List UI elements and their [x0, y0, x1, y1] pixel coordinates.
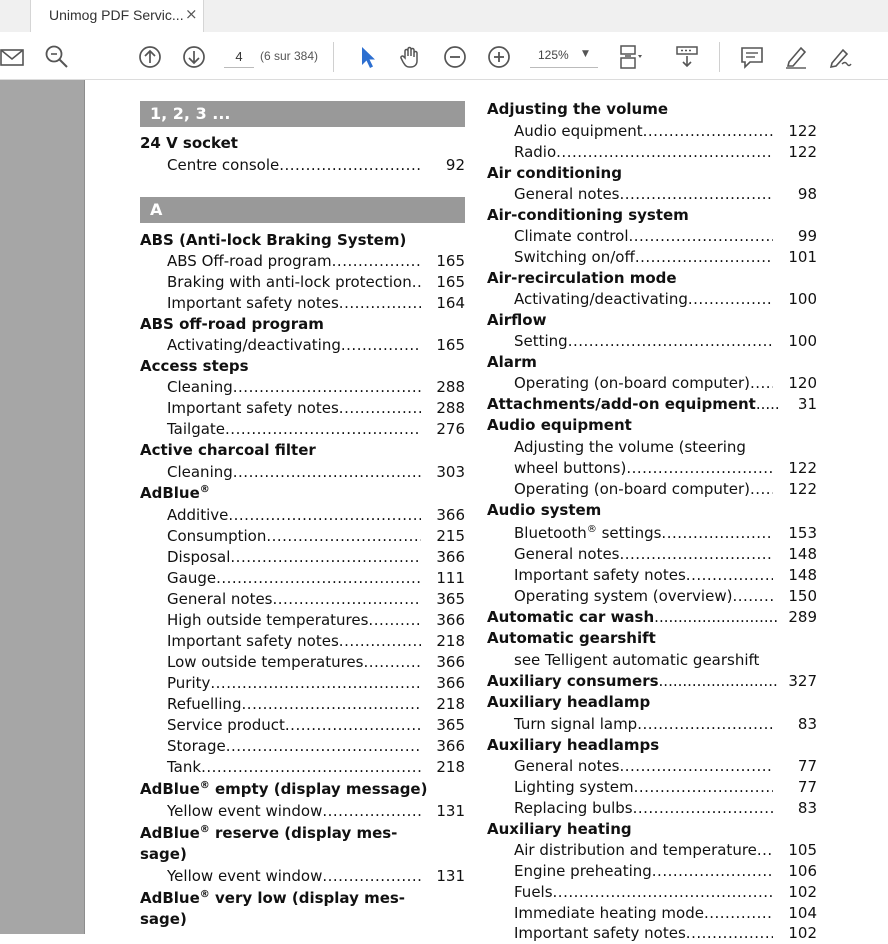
entry-page: 365: [436, 590, 465, 608]
entry-page: 289: [788, 608, 817, 626]
index-entry: [487, 331, 817, 352]
entry-text: Yellow event window: [167, 867, 323, 885]
heading-text: AdBlue: [140, 824, 200, 842]
index-heading-continued: sage): [140, 845, 187, 863]
entry-page: 92: [445, 156, 465, 174]
registered-mark: ®: [586, 524, 597, 535]
index-entry: [140, 866, 465, 887]
sign-pen-icon[interactable]: [827, 44, 853, 70]
index-entry: [487, 544, 817, 565]
index-entry: [487, 840, 817, 861]
entry-page: 131: [436, 802, 465, 820]
index-heading-continued: sage): [140, 910, 187, 928]
entry-text: Important safety notes: [514, 924, 686, 942]
index-entry: [140, 526, 465, 547]
heading-text: Auxiliary consumers: [487, 672, 659, 690]
index-entry: [140, 631, 465, 652]
entry-text: High outside temperatures: [167, 611, 369, 629]
heading-text: AdBlue: [140, 889, 200, 907]
entry-text: Switching on/off: [514, 248, 635, 266]
entry-text: Refuelling: [167, 695, 242, 713]
entry-page: 122: [788, 459, 817, 477]
entry-text: Activating/deactivating: [167, 336, 341, 354]
entry-page: 303: [436, 463, 465, 481]
entry-page: 131: [436, 867, 465, 885]
pdf-toolbar: [0, 32, 888, 80]
entry-text: Braking with anti-lock protection: [167, 273, 412, 291]
fit-page-icon[interactable]: [617, 44, 643, 70]
comment-icon[interactable]: [739, 44, 765, 70]
entry-page: 165: [436, 252, 465, 270]
index-heading: Access steps: [140, 357, 249, 375]
index-entry: [140, 155, 465, 176]
entry-page: 100: [788, 290, 817, 308]
entry-page: 100: [788, 332, 817, 350]
index-entry: [140, 272, 465, 293]
entry-page: 366: [436, 674, 465, 692]
index-entry: [487, 121, 817, 142]
entry-page: 122: [788, 122, 817, 140]
entry-text: Engine preheating: [514, 862, 652, 880]
index-entry: [487, 565, 817, 586]
index-entry: [140, 694, 465, 715]
index-heading: Automatic gearshift: [487, 629, 656, 647]
entry-page: 327: [788, 672, 817, 690]
entry-text: wheel buttons): [514, 459, 627, 477]
entry-text: Additive: [167, 506, 229, 524]
entry-page: 165: [436, 336, 465, 354]
index-entry: [487, 523, 817, 544]
entry-text: Cleaning: [167, 378, 233, 396]
index-entry: [487, 373, 817, 394]
entry-page: 101: [788, 248, 817, 266]
index-heading: Auxiliary headlamps: [487, 736, 660, 754]
entry-page: 106: [788, 862, 817, 880]
entry-text: Operating system (overview): [514, 587, 733, 605]
hand-tool-icon[interactable]: [398, 44, 424, 70]
entry-text: [514, 523, 661, 544]
entry-text: Lighting system: [514, 778, 634, 796]
scroll-mode-icon[interactable]: [674, 44, 700, 70]
entry-text: Activating/deactivating: [514, 290, 688, 308]
index-entry: [487, 903, 817, 924]
mail-icon[interactable]: [0, 44, 26, 70]
entry-page: 366: [436, 548, 465, 566]
index-heading: Air-conditioning system: [487, 206, 689, 224]
index-entry: [140, 293, 465, 314]
zoom-select[interactable]: [530, 45, 598, 68]
entry-text: ABS Off-road program: [167, 252, 332, 270]
index-heading: Airflow: [487, 311, 547, 329]
heading-text: Automatic car wash: [487, 608, 655, 626]
entry-text: General notes: [167, 590, 273, 608]
heading-text: Attachments/add-on equipment: [487, 395, 756, 413]
index-heading: Audio equipment: [487, 416, 632, 434]
heading-text: AdBlue: [140, 780, 200, 798]
entry-page: 77: [797, 778, 817, 796]
index-entry: [140, 568, 465, 589]
entry-text: Important safety notes: [514, 566, 686, 584]
index-heading: ABS (Anti-lock Braking System): [140, 231, 407, 249]
entry-text: Operating (on-board computer): [514, 480, 750, 498]
section-header-label: 1, 2, 3 ...: [150, 104, 231, 123]
index-entry: [487, 226, 817, 247]
entry-page: 366: [436, 653, 465, 671]
index-heading: [487, 394, 817, 415]
index-heading: 24 V socket: [140, 134, 238, 152]
index-heading: Auxiliary headlamp: [487, 693, 651, 711]
entry-text: Fuels: [514, 883, 553, 901]
index-entry: [140, 673, 465, 694]
tab-bar: [0, 0, 888, 32]
see-also-reference: see Telligent automatic gearshift: [514, 651, 760, 669]
entry-page: 99: [797, 227, 817, 245]
entry-text: Important safety notes: [167, 632, 339, 650]
entry-page: 366: [436, 737, 465, 755]
entry-page: 215: [436, 527, 465, 545]
index-heading: Audio system: [487, 501, 602, 519]
index-heading: Auxiliary heating: [487, 820, 632, 838]
entry-text: General notes: [514, 757, 620, 775]
index-heading: Active charcoal filter: [140, 441, 316, 459]
entry-page: 104: [788, 904, 817, 922]
index-entry: [140, 505, 465, 526]
entry-text: Operating (on-board computer): [514, 374, 750, 392]
entry-page: 102: [788, 924, 817, 942]
entry-text: General notes: [514, 545, 620, 563]
entry-page: 165: [436, 273, 465, 291]
index-entry: [487, 247, 817, 268]
registered-mark: ®: [199, 780, 210, 791]
entry-text: Storage: [167, 737, 226, 755]
entry-text: Replacing bulbs: [514, 799, 633, 817]
index-heading: [140, 823, 465, 844]
page-count: (6 sur 384): [260, 49, 319, 63]
entry-text: Centre console: [167, 156, 280, 174]
index-entry: [140, 547, 465, 568]
entry-text: Important safety notes: [167, 294, 339, 312]
entry-text: Tank: [167, 758, 202, 776]
zoom-out-icon[interactable]: [442, 44, 468, 70]
tab-close-icon[interactable]: ×: [185, 5, 198, 23]
index-heading: Adjusting the volume: [487, 100, 668, 118]
index-entry: [487, 882, 817, 903]
index-entry: [487, 458, 817, 479]
entry-text: Radio: [514, 143, 557, 161]
entry-text: Purity: [167, 674, 211, 692]
entry-page: 98: [797, 185, 817, 203]
index-entry: [140, 251, 465, 272]
entry-page: 218: [436, 632, 465, 650]
entry-text: Climate control: [514, 227, 629, 245]
entry-page: 366: [436, 611, 465, 629]
entry-page: 218: [436, 758, 465, 776]
index-entry: [140, 652, 465, 673]
index-heading: Alarm: [487, 353, 537, 371]
entry-page: 102: [788, 883, 817, 901]
document-viewport[interactable]: [0, 80, 888, 942]
entry-text: Immediate heating mode: [514, 904, 704, 922]
index-entry: [140, 736, 465, 757]
entry-text-part: settings: [596, 524, 662, 542]
previous-page-icon[interactable]: [137, 44, 163, 70]
index-heading: Air conditioning: [487, 164, 622, 182]
entry-text: Air distribution and temperature: [514, 841, 757, 859]
entry-text-part: Bluetooth: [514, 524, 587, 542]
registered-mark: ®: [199, 889, 210, 900]
entry-text: Important safety notes: [167, 399, 339, 417]
registered-mark: ®: [199, 824, 210, 835]
entry-text: Disposal: [167, 548, 231, 566]
heading-text: very low (display mes-: [209, 889, 406, 907]
section-header-label: A: [150, 200, 163, 219]
select-cursor-icon[interactable]: [355, 44, 381, 70]
entry-text: Tailgate: [167, 420, 226, 438]
index-heading: [487, 607, 817, 628]
entry-page: 31: [797, 395, 817, 413]
index-heading: [140, 779, 465, 800]
index-entry: [140, 419, 465, 440]
index-entry: [487, 714, 817, 735]
entry-page: 122: [788, 143, 817, 161]
entry-page: 150: [788, 587, 817, 605]
entry-page: 288: [436, 378, 465, 396]
index-entry: [140, 715, 465, 736]
index-entry: [140, 757, 465, 778]
entry-text: Audio equipment: [514, 122, 643, 140]
index-entry: [487, 289, 817, 310]
search-icon[interactable]: [44, 44, 70, 70]
entry-page: 153: [788, 524, 817, 542]
section-header-a: [140, 197, 465, 223]
entry-page: 122: [788, 480, 817, 498]
zoom-in-icon[interactable]: [486, 44, 512, 70]
entry-page: 276: [436, 420, 465, 438]
entry-page: 83: [797, 715, 817, 733]
index-entry: [140, 335, 465, 356]
document-tab[interactable]: [30, 0, 204, 32]
index-heading: [140, 888, 465, 909]
entry-page: 288: [436, 399, 465, 417]
zoom-value: 125%: [538, 48, 569, 62]
registered-mark: ®: [199, 484, 210, 495]
index-heading: [140, 483, 465, 504]
index-entry: [140, 589, 465, 610]
entry-text: Consumption: [167, 527, 267, 545]
entry-text: Low outside temperatures: [167, 653, 364, 671]
toolbar-divider: [333, 42, 334, 72]
index-entry: [140, 377, 465, 398]
index-entry-line: Adjusting the volume (steering: [514, 438, 746, 456]
entry-text: Setting: [514, 332, 568, 350]
entry-text: Service product: [167, 716, 285, 734]
toolbar-divider: [719, 42, 720, 72]
entry-text: Gauge: [167, 569, 217, 587]
index-entry: [140, 610, 465, 631]
entry-page: 77: [797, 757, 817, 775]
entry-page: 148: [788, 566, 817, 584]
entry-page: 148: [788, 545, 817, 563]
entry-page: 366: [436, 506, 465, 524]
index-entry: [487, 586, 817, 607]
heading-text: reserve (display mes-: [209, 824, 398, 842]
entry-page: 83: [797, 799, 817, 817]
index-entry: [487, 142, 817, 163]
entry-page: 164: [436, 294, 465, 312]
index-entry: [487, 798, 817, 819]
index-entry: [487, 777, 817, 798]
entry-text: General notes: [514, 185, 620, 203]
section-header-numbers: [140, 101, 465, 127]
heading-text: AdBlue: [140, 484, 200, 502]
chevron-down-icon: ▼: [582, 49, 589, 59]
highlight-pen-icon[interactable]: [783, 44, 809, 70]
heading-text: empty (display message): [209, 780, 428, 798]
pdf-page: [84, 80, 888, 942]
index-entry: [487, 184, 817, 205]
index-entry: [140, 801, 465, 822]
index-entry: [140, 398, 465, 419]
index-heading: [487, 671, 817, 692]
entry-text: Turn signal lamp: [514, 715, 638, 733]
entry-page: 365: [436, 716, 465, 734]
entry-page: 105: [788, 841, 817, 859]
entry-text: Cleaning: [167, 463, 233, 481]
next-page-icon[interactable]: [181, 44, 207, 70]
entry-text: Yellow event window: [167, 802, 323, 820]
index-entry: [487, 861, 817, 882]
index-entry: [487, 479, 817, 500]
index-entry: [487, 756, 817, 777]
page-number-input[interactable]: [224, 45, 254, 68]
tab-title[interactable]: Unimog PDF Servic...: [49, 7, 184, 23]
entry-page: 120: [788, 374, 817, 392]
index-entry: [140, 462, 465, 483]
index-heading: ABS off-road program: [140, 315, 324, 333]
entry-page: 218: [436, 695, 465, 713]
index-heading: Air-recirculation mode: [487, 269, 677, 287]
entry-page: 111: [436, 569, 465, 587]
